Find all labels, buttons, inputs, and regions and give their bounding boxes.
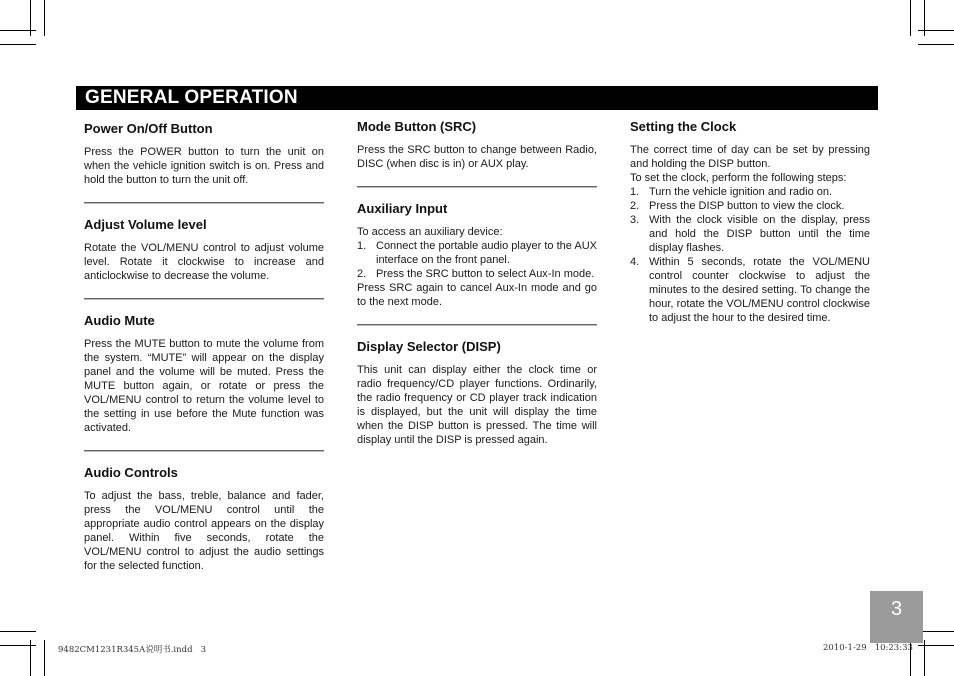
section-intro: To access an auxiliary device: (357, 226, 503, 238)
page-title: GENERAL OPERATION (76, 86, 878, 110)
section-intro-steps: To set the clock, perform the following steps: (630, 172, 847, 184)
crop-mark (44, 0, 45, 36)
divider (357, 324, 597, 326)
step-number: 4. (630, 256, 640, 268)
divider (84, 298, 324, 300)
list-item (630, 255, 870, 325)
crop-mark (910, 0, 911, 36)
step-text: Press the DISP button to view the clock. (649, 200, 845, 212)
section-volume (84, 217, 324, 283)
section-heading: Mode Button (SRC) (357, 119, 477, 134)
section-aux (357, 201, 597, 309)
list-item (630, 185, 870, 199)
crop-mark (924, 640, 925, 676)
crop-mark (918, 44, 954, 45)
section-text: Press the POWER button to turn the unit on when the vehicle ignition switch is on. Press and hold the button to turn the unit off. (84, 146, 324, 186)
step-text: Within 5 seconds, rotate the VOL/MENU control counter clockwise to adjust the minutes to the desired setting. To change the hour, rotate the VOL/MENU control clockwise to adjust the hour to the desired time. (649, 256, 870, 324)
list-item (630, 199, 870, 213)
column-left (84, 121, 324, 573)
section-clock (630, 119, 870, 325)
step-list (630, 185, 870, 325)
section-heading: Power On/Off Button (84, 121, 213, 136)
section-heading: Display Selector (DISP) (357, 339, 501, 354)
crop-mark (30, 0, 31, 36)
list-item (357, 239, 597, 267)
section-heading: Adjust Volume level (84, 217, 207, 232)
step-text: Press the SRC button to select Aux-In mode. (376, 268, 595, 280)
crop-mark (924, 0, 925, 36)
section-display (357, 339, 597, 447)
divider (84, 450, 324, 452)
section-heading: Audio Controls (84, 465, 178, 480)
step-number: 3. (630, 214, 640, 226)
step-number: 1. (630, 186, 640, 198)
section-text: Press the SRC button to change between Radio, DISC (when disc is in) or AUX play. (357, 144, 597, 170)
divider (84, 202, 324, 204)
crop-mark (30, 640, 31, 676)
divider (357, 186, 597, 188)
section-text: Press the MUTE button to mute the volume from the system. “MUTE” will appear on the display panel and the volume will be muted. Press the MUTE button again, or rotate or press the VOL/MENU control to return the volume level to the setting in use before the Mute function was activated. (84, 338, 324, 434)
step-text: Connect the portable audio player to the AUX interface on the front panel. (376, 240, 597, 266)
step-number: 2. (630, 200, 640, 212)
step-text: With the clock visible on the display, press and hold the DISP button until the time display flashes. (649, 214, 870, 254)
step-list (357, 239, 597, 281)
section-text: To adjust the bass, treble, balance and fader, press the VOL/MENU control until the appropriate audio control appears on the display panel. Within five seconds, rotate the VOL/MENU control to adjust the audio settings for the selected function. (84, 490, 324, 572)
section-outro: Press SRC again to cancel Aux-In mode and go to the next mode. (357, 282, 597, 308)
step-text: Turn the vehicle ignition and radio on. (649, 186, 833, 198)
column-right (630, 119, 870, 325)
section-mode (357, 119, 597, 171)
crop-mark (0, 631, 36, 632)
footer-file-name: 9482CM1231R345A说明书.indd 3 (58, 645, 207, 655)
footer-date-time: 2010-1-29 10:23:33 (823, 643, 913, 653)
section-heading: Audio Mute (84, 313, 155, 328)
section-text: This unit can display either the clock time or radio frequency/CD player functions. Ordinarily, the radio frequency or CD player track indication is displayed, but the unit will display the time when the DISP button is pressed. The time will display until the DISP is pressed again. (357, 364, 597, 446)
column-middle (357, 119, 597, 447)
step-number: 2. (357, 268, 367, 280)
step-number: 1. (357, 240, 367, 252)
crop-mark (44, 640, 45, 676)
section-text: Rotate the VOL/MENU control to adjust volume level. Rotate it clockwise to increase and anticlockwise to decrease the volume. (84, 242, 324, 282)
section-audio-controls (84, 465, 324, 573)
crop-mark (0, 44, 36, 45)
section-power (84, 121, 324, 187)
list-item (357, 267, 597, 281)
section-mute (84, 313, 324, 435)
section-heading: Auxiliary Input (357, 201, 448, 216)
section-heading: Setting the Clock (630, 119, 737, 134)
list-item (630, 213, 870, 255)
crop-mark (918, 631, 954, 632)
page-number: 3 (870, 591, 923, 643)
section-intro: The correct time of day can be set by pressing and holding the DISP button. (630, 144, 870, 170)
